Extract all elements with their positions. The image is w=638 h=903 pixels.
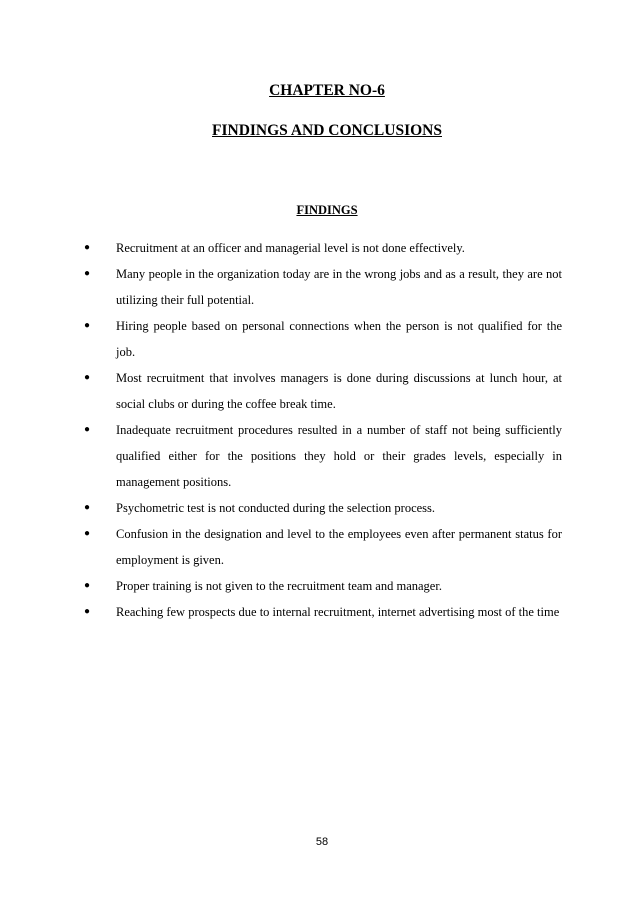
finding-text: Reaching few prospects due to internal recruitment, internet advertising most of the time (116, 605, 560, 619)
finding-text: Most recruitment that involves managers is done during discussions at lunch hour, at social clubs or during the coffee break time. (116, 371, 562, 411)
findings-list (72, 235, 562, 625)
bullet-icon: ● (84, 502, 91, 513)
chapter-title: CHAPTER NO-6 (269, 82, 385, 99)
bullet-icon: ● (84, 424, 91, 435)
finding-text: Many people in the organization today are in the wrong jobs and as a result, they are not utilizing their full potential. (116, 267, 562, 307)
chapter-subtitle: FINDINGS AND CONCLUSIONS (212, 122, 442, 139)
finding-item (72, 261, 562, 313)
bullet-icon: ● (84, 372, 91, 383)
finding-text: Inadequate recruitment procedures resulted in a number of staff not being sufficiently qualified either for the positions they hold or their grades levels, especially in management positions. (116, 423, 562, 489)
bullet-icon: ● (84, 320, 91, 331)
finding-text: Psychometric test is not conducted during the selection process. (116, 501, 436, 515)
section-heading-findings: FINDINGS (296, 203, 358, 217)
finding-item (72, 417, 562, 495)
bullet-icon: ● (84, 580, 91, 591)
bullet-icon: ● (84, 268, 91, 279)
finding-text: Recruitment at an officer and managerial level is not done effectively. (116, 241, 465, 255)
finding-item (72, 599, 562, 625)
finding-item (72, 235, 562, 261)
finding-item (72, 521, 562, 573)
page-number: 58 (315, 836, 329, 848)
finding-text: Proper training is not given to the recruitment team and manager. (116, 579, 442, 593)
finding-item (72, 495, 562, 521)
finding-item (72, 573, 562, 599)
finding-item (72, 313, 562, 365)
bullet-icon: ● (84, 528, 91, 539)
finding-text: Hiring people based on personal connections when the person is not qualified for the job. (116, 319, 562, 359)
bullet-icon: ● (84, 606, 91, 617)
finding-text: Confusion in the designation and level to the employees even after permanent status for employment is given. (116, 527, 562, 567)
bullet-icon: ● (84, 242, 91, 253)
finding-item (72, 365, 562, 417)
